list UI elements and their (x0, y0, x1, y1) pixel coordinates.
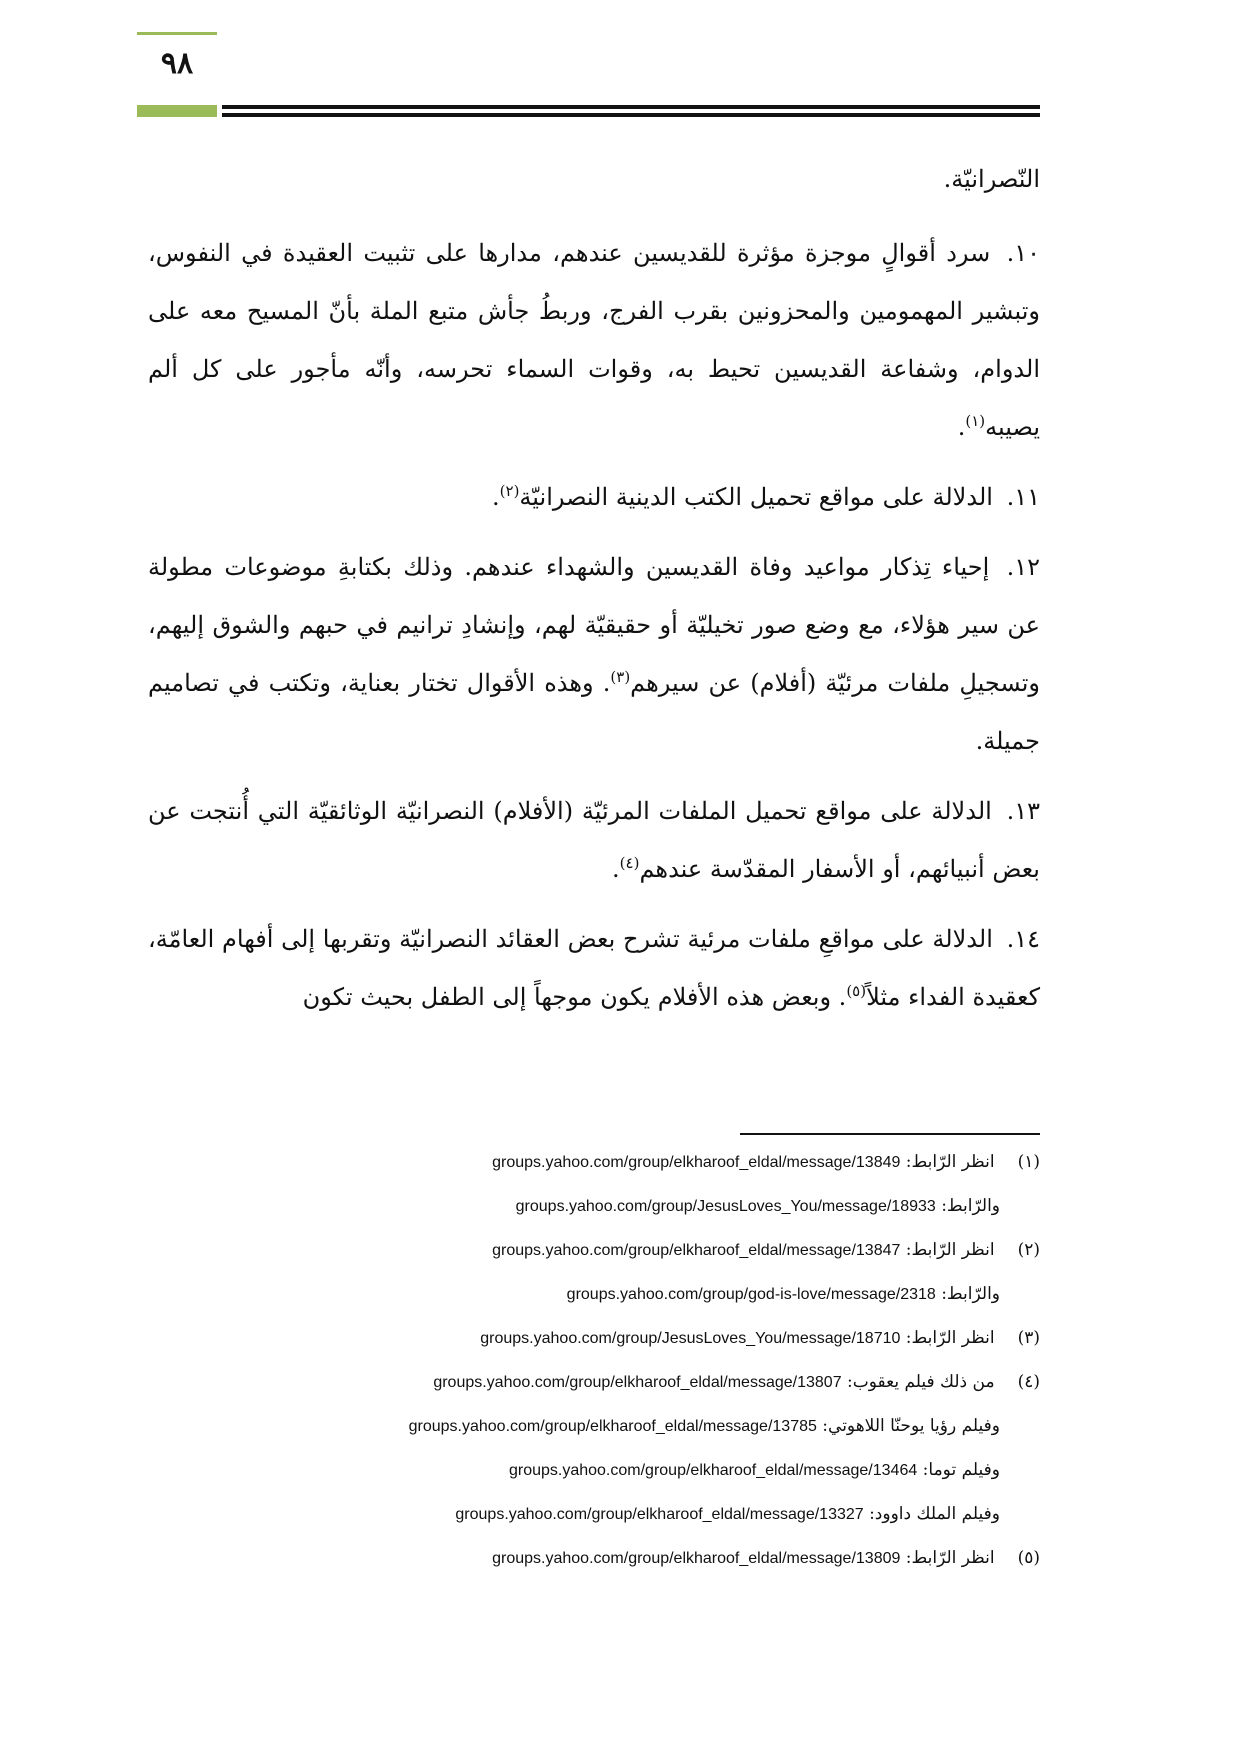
header-double-rule (222, 105, 1040, 117)
footnotes (148, 1140, 1040, 1580)
footnote-label: انظر الرّابط: (905, 1328, 995, 1348)
paragraph-number: ١٤. (1006, 925, 1040, 953)
paragraph-text: إحياء تِذكار مواعيد وفاة القديسين والشهداء عندهم. وذلك بكتابةِ موضوعات مطولة عن سير هؤلاء، مع وضع صور تخيليّة أو حقيقيّة لهم، وإنشادِ ترانيم في حبهم والشوق إليهم، وتسجيلِ ملفات مرئيّة (أفلام) عن سيرهم (148, 553, 1041, 697)
footnote-2 (148, 1228, 1040, 1272)
footnote-4-cont (148, 1404, 1040, 1448)
footnote-number: (٢) (1017, 1240, 1040, 1260)
paragraph-text: الدلالة على مواقع تحميل الكتب الدينية النصرانيّة (519, 483, 993, 511)
footnote-4 (148, 1360, 1040, 1404)
header-accent-line (137, 32, 217, 35)
footnote-ref[interactable]: (١) (965, 412, 986, 430)
footnote-link[interactable]: groups.yahoo.com/group/elkharoof_eldal/message/13809 (492, 1550, 901, 1567)
footnote-label: والرّابط: (941, 1284, 1000, 1304)
footnote-link[interactable]: groups.yahoo.com/group/elkharoof_eldal/message/13849 (492, 1154, 901, 1171)
body-text (148, 150, 1040, 1038)
footnote-number: (١) (1017, 1152, 1040, 1172)
paragraph-number: ١٣. (1006, 797, 1040, 825)
page-number: ٩٨ (160, 46, 194, 81)
paragraph-text-cont: . وبعض هذه الأفلام يكون موجهاً إلى الطفل بحيث تكون (302, 983, 847, 1011)
footnote-label: والرّابط: (941, 1196, 1000, 1216)
paragraph-10: ١٠. سرد أقوالٍ موجزة مؤثرة للقديسين عندهم، مدارها على تثبيت العقيدة في النفوس، وتبشير المهمومين والمحزونين بقرب الفرج، وربطُ جأش متبع الملة بأنّ المسيح معه على الدوام، وشفاعة القديسين تحيط به، وقوات السماء تحرسه، وأنّه مأجور على كل ألم يصيبه$^{(١)}$. (148, 239, 1040, 441)
paragraph-number: ١٢. (1006, 553, 1040, 581)
footnote-ref[interactable]: (٢) (499, 482, 520, 500)
footnote-4-cont (148, 1492, 1040, 1536)
paragraph-14 (148, 910, 1040, 1026)
footnote-number: (٤) (1017, 1372, 1040, 1392)
footnote-label: وفيلم الملك داوود: (869, 1504, 1000, 1524)
footnote-label: انظر الرّابط: (905, 1240, 995, 1260)
footnote-link[interactable]: groups.yahoo.com/group/elkharoof_eldal/message/13327 (455, 1506, 864, 1523)
footnote-4-cont (148, 1448, 1040, 1492)
footnote-link[interactable]: groups.yahoo.com/group/elkharoof_eldal/message/13807 (433, 1374, 842, 1391)
paragraph-text: الدلالة على مواقع تحميل الملفات المرئيّة (الأفلام) النصرانيّة الوثائقيّة التي أُنتجت عن بعض أنبيائهم، أو الأسفار المقدّسة عندهم (148, 797, 1040, 883)
footnote-label: وفيلم رؤيا يوحنّا اللاهوتي: (822, 1416, 1000, 1436)
footnote-2-cont (148, 1272, 1040, 1316)
paragraph-text: سرد أقوالٍ موجزة مؤثرة للقديسين عندهم، مدارها على تثبيت العقيدة في النفوس، وتبشير المهمومين والمحزونين بقرب الفرج، وربطُ جأش متبع الملة بأنّ المسيح معه على الدوام، وشفاعة القديسين تحيط به، وقوات السماء تحرسه، وأنّه مأجور على كل ألم يصيبه (148, 239, 1040, 441)
paragraph-12 (148, 538, 1040, 770)
paragraph-text: الدلالة على مواقعِ ملفات مرئية تشرح بعض العقائد النصرانيّة وتقربها إلى أفهام العامّة، كعقيدة الفداء مثلاً (148, 925, 1040, 1011)
footnote-ref[interactable]: (٤) (619, 854, 640, 872)
footnote-link[interactable]: groups.yahoo.com/group/god-is-love/message/2318 (566, 1286, 936, 1303)
footnote-link[interactable]: groups.yahoo.com/group/JesusLoves_You/message/18933 (515, 1198, 936, 1215)
footnote-link[interactable]: groups.yahoo.com/group/elkharoof_eldal/message/13847 (492, 1242, 901, 1259)
footnote-5 (148, 1536, 1040, 1580)
paragraph-number: ١١. (1006, 483, 1040, 511)
footnote-ref[interactable]: (٣) (610, 668, 631, 686)
footnote-label: انظر الرّابط: (905, 1548, 995, 1568)
footnote-3 (148, 1316, 1040, 1360)
paragraph-11: ١١. الدلالة على مواقع تحميل الكتب الدينية النصرانيّة$^{(٢)}$. (492, 482, 1040, 511)
footnote-link[interactable]: groups.yahoo.com/group/elkharoof_eldal/message/13464 (508, 1462, 918, 1479)
header-accent-bar (137, 105, 217, 117)
footnote-1 (148, 1140, 1040, 1184)
paragraph-13: ١٣. الدلالة على مواقع تحميل الملفات المرئيّة (الأفلام) النصرانيّة الوثائقيّة التي أُنتجت عن بعض أنبيائهم، أو الأسفار المقدّسة عندهم$^{(٤)}$. (148, 797, 1040, 883)
footnote-label: انظر الرّابط: (905, 1152, 995, 1172)
footnote-separator (740, 1133, 1040, 1135)
footnote-number: (٥) (1017, 1548, 1040, 1568)
paragraph-number: ١٠. (1006, 239, 1040, 267)
footnote-ref[interactable]: (٥) (846, 982, 867, 1000)
footnote-link[interactable]: groups.yahoo.com/group/elkharoof_eldal/message/13785 (408, 1418, 817, 1435)
footnote-1-cont (148, 1184, 1040, 1228)
footnote-label: وفيلم توما: (922, 1460, 1000, 1480)
footnote-label: من ذلك فيلم يعقوب: (847, 1372, 995, 1392)
footnote-number: (٣) (1017, 1328, 1040, 1348)
footnote-link[interactable]: groups.yahoo.com/group/JesusLoves_You/message/18710 (480, 1330, 901, 1347)
paragraph-text-cont: . وهذه الأقوال تختار بعناية، وتكتب في تصاميم جميلة. (148, 669, 1040, 755)
paragraph-continuation: النّصرانيّة. (943, 165, 1040, 193)
